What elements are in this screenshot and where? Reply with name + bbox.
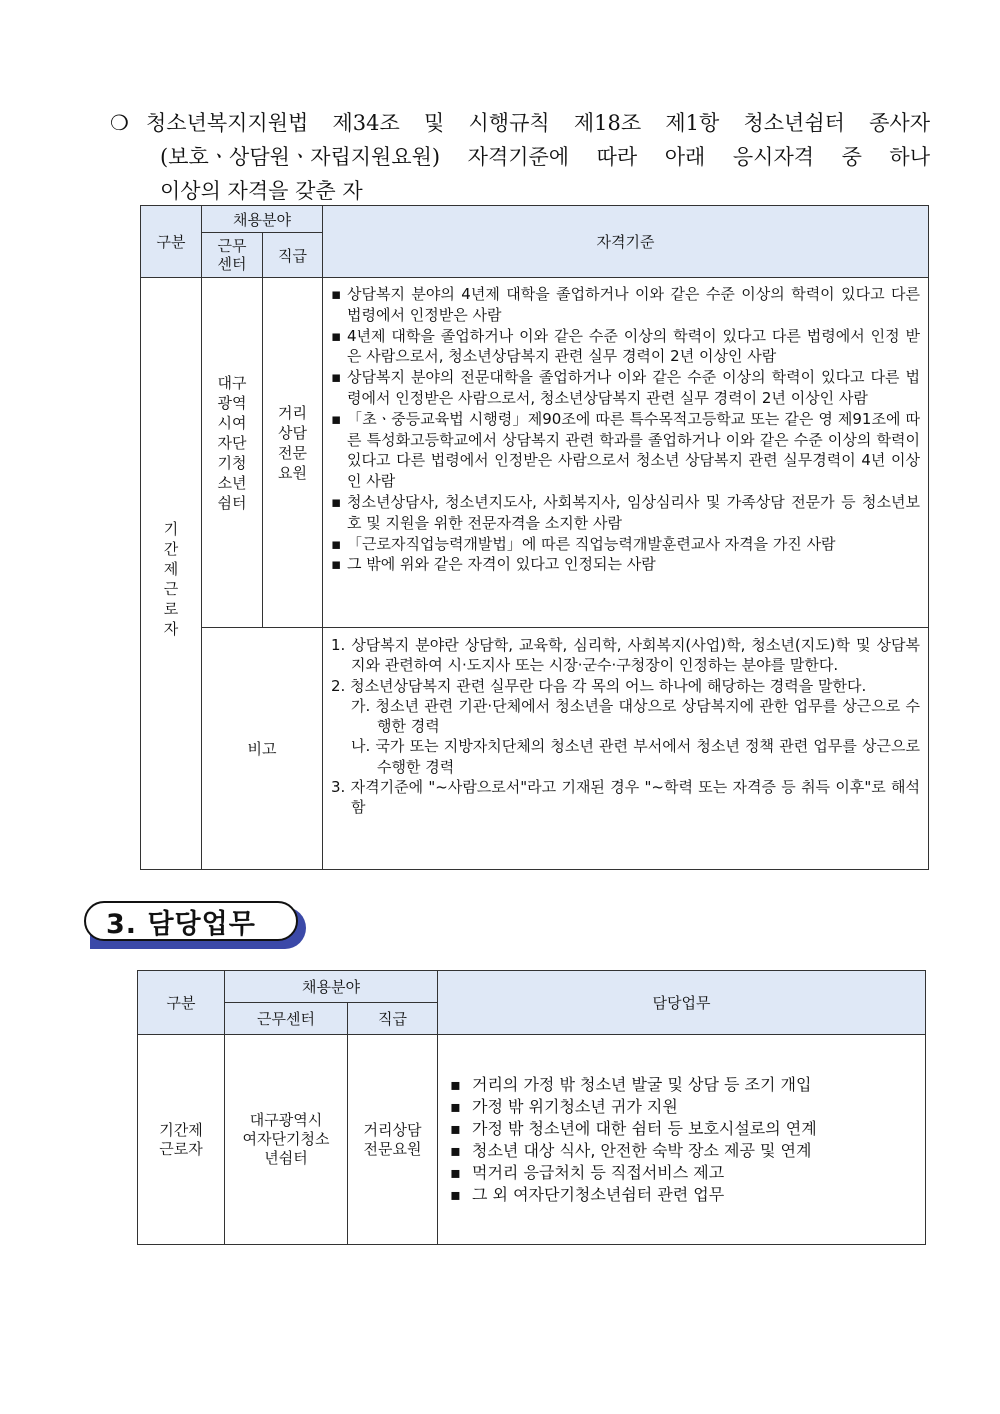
position-line: 요원 (278, 463, 307, 482)
category-char: 자 (163, 619, 179, 638)
duties-header-field: 채용분야 (225, 971, 438, 1003)
duties-position-cell (348, 1035, 438, 1245)
center-line: 시여 (217, 413, 247, 432)
duties-center-line: 년쉼터 (264, 1149, 308, 1167)
duty-item: ▪ 그 외 여자단기청소년쉼터 관련 업무 (446, 1184, 917, 1206)
category-char: 기 (163, 519, 179, 538)
duties-category-line: 기간제 (159, 1120, 203, 1139)
remark-3: 3. 자격기준에 "~사람으로서"라고 기재된 경우 "~학력 또는 자격증 등 취득 이후"로 해석함 (331, 778, 920, 817)
center-line: 기청 (217, 453, 247, 472)
category-char: 간 (163, 539, 179, 558)
duties-list (446, 1074, 917, 1206)
category-char: 로 (163, 599, 179, 618)
remarks-cell (323, 628, 929, 870)
criteria-item: ▪ 청소년상담사, 청소년지도사, 사회복지사, 임상심리사 및 가족상담 전문가 등 청소년보호 및 지원을 위한 전문자격을 소지한 사람 (331, 492, 920, 534)
duty-item: ▪ 가정 밖 청소년에 대한 쉼터 등 보호시설로의 연계 (446, 1118, 917, 1140)
header-position: 직급 (263, 233, 323, 278)
criteria-list (331, 284, 920, 575)
header-category: 구분 (141, 206, 202, 278)
category-char: 근 (163, 579, 179, 598)
criteria-item: ▪ 상담복지 분야의 전문대학을 졸업하거나 이와 같은 수준 이상의 학력이 있다고 다른 법령에서 인정받은 사람으로서, 청소년상담복지 관련 실무 경력이 2년 이상인 사람 (331, 367, 920, 409)
circle-bullet-icon: ❍ (110, 111, 129, 135)
center-line: 자단 (217, 433, 247, 452)
header-criteria: 자격기준 (323, 206, 929, 278)
center-line: 쉼터 (217, 493, 247, 512)
qualification-table (140, 205, 929, 870)
category-char: 제 (163, 559, 179, 578)
duties-table (137, 970, 926, 1245)
intro-line-1: 청소년복지지원법 제34조 및 시행규칙 제18조 제1항 청소년쉼터 종사자 (146, 111, 930, 135)
remark-1: 1. 상담복지 분야란 상담학, 교육학, 심리학, 사회복지(사업)학, 청소년(지도)학 및 상담복지와 관련하여 시·도지사 또는 시장·군수·구청장이 인정하는 분야를 말한다. (331, 636, 920, 675)
position-cell (263, 278, 323, 628)
duties-header-position: 직급 (348, 1003, 438, 1035)
criteria-cell (323, 278, 929, 628)
section-heading-pill (84, 901, 298, 941)
duties-center-line: 여자단기청소 (242, 1130, 330, 1148)
remark-2b: 나. 국가 또는 지방자치단체의 청소년 관련 부서에서 청소년 정책 관련 업무를 상근으로 수행한 경력 (351, 737, 920, 776)
duties-header-category: 구분 (138, 971, 225, 1035)
header-center-line: 센터 (217, 255, 247, 273)
header-center-line: 근무 (217, 237, 247, 255)
duties-cell (438, 1035, 926, 1245)
duties-center-line: 대구광역시 (249, 1111, 323, 1129)
intro-line-2: (보호ㆍ상담원ㆍ자립지원요원) 자격기준에 따라 아래 응시자격 중 하나 (160, 145, 930, 169)
criteria-item: ▪ 상담복지 분야의 4년제 대학을 졸업하거나 이와 같은 수준 이상의 학력이 있다고 다른 법령에서 인정받은 사람 (331, 284, 920, 326)
center-line: 광역 (217, 393, 247, 412)
criteria-item: ▪ 「근로자직업능력개발법」에 따른 직업능력개발훈련교사 자격을 가진 사람 (331, 534, 920, 555)
duties-category-line: 근로자 (159, 1139, 203, 1158)
duties-center-cell (225, 1035, 348, 1245)
center-line: 대구 (217, 373, 247, 392)
duties-category-cell (138, 1035, 225, 1245)
remarks-label: 비고 (202, 628, 323, 870)
criteria-item: ▪ 그 밖에 위와 같은 자격이 있다고 인정되는 사람 (331, 554, 920, 575)
remark-2: 2. 청소년상담복지 관련 실무란 다음 각 목의 어느 하나에 해당하는 경력을 말한다. (331, 676, 867, 695)
header-field: 채용분야 (202, 206, 323, 233)
duties-header-center: 근무센터 (225, 1003, 348, 1035)
category-cell (141, 278, 202, 870)
position-line: 거리 (278, 403, 307, 422)
duties-position-line: 거리상담 (363, 1120, 422, 1139)
duties-position-line: 전문요원 (363, 1139, 422, 1158)
criteria-item: ▪ 4년제 대학을 졸업하거나 이와 같은 수준 이상의 학력이 있다고 다른 법령에서 인정 받은 사람으로서, 청소년상담복지 관련 실무 경력이 2년 이상인 사람 (331, 326, 920, 368)
position-line: 상담 (278, 423, 307, 442)
duties-header-duties: 담당업무 (438, 971, 926, 1035)
header-center (202, 233, 263, 278)
duty-item: ▪ 청소년 대상 식사, 안전한 숙박 장소 제공 및 연계 (446, 1140, 917, 1162)
position-line: 전문 (278, 443, 307, 462)
intro-line-3: 이상의 자격을 갖춘 자 (160, 179, 363, 203)
duty-item: ▪ 먹거리 응급처치 등 직접서비스 제고 (446, 1162, 917, 1184)
duty-item: ▪ 가정 밖 위기청소년 귀가 지원 (446, 1096, 917, 1118)
section-title: 3. 담당업무 (106, 908, 256, 940)
duty-item: ▪ 거리의 가정 밖 청소년 발굴 및 상담 등 조기 개입 (446, 1074, 917, 1096)
criteria-item: ▪ 「초ㆍ중등교육법 시행령」제90조에 따른 특수목적고등학교 또는 같은 영 제91조에 따른 특성화고등학교에서 상담복지 관련 학과를 졸업하거나 이와 같은 수준 이상의 학력이 있다고 다른 법령에서 인정받은 사람으로서 청소년 상담복지 관련 실무경력이 4년 이상인 사람 (331, 409, 920, 492)
remark-2a: 가. 청소년 관련 기관·단체에서 청소년을 대상으로 상담복지에 관한 업무를 상근으로 수행한 경력 (351, 696, 920, 736)
center-line: 소년 (217, 473, 247, 492)
center-cell (202, 278, 263, 628)
section-heading (84, 901, 308, 949)
